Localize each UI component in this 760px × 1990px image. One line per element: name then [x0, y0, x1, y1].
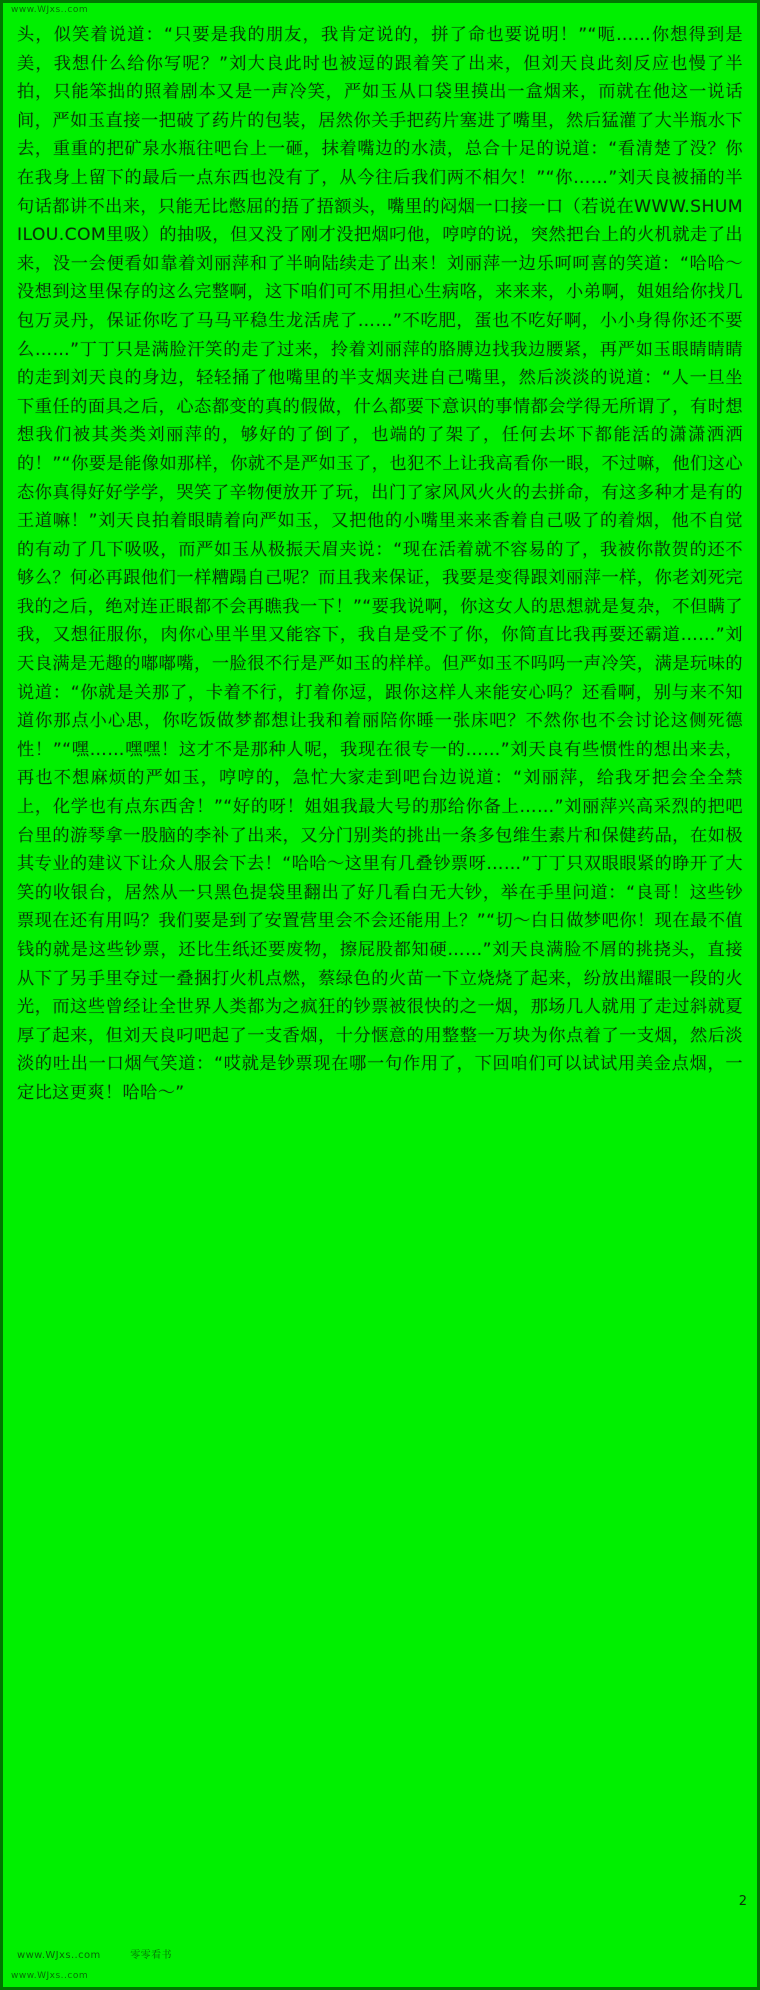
page-content [17, 21, 743, 1929]
footer-chapter-label: 零零看书 [130, 1950, 172, 1961]
bottom-url-label: www.WJxs..com [11, 1971, 89, 1981]
novel-body-text: 头，似笑着说道：“只要是我的朋友，我肯定说的，拼了命也要说明！”“呃……你想得到是美，我想什么给你写呢？”刘大良此时也被逗的跟着笑了出来，但刘天良此刻反应也慢了半拍，只能笨拙的照着剧本又是一声冷笑，严如玉从口袋里摸出一盒烟来，而就在他这一说话间，严如玉直接一把破了药片的包装，居然你关手把药片塞进了嘴里，然后猛灌了大半瓶水下去，重重的把矿泉水瓶往吧台上一砸，抹着嘴边的水渍，总合十足的说道：“看清楚了没？你在我身上留下的最后一点东西也没有了，从今往后我们两不相欠！”“你……”刘天良被捅的半句话都讲不出来，只能无比憋屈的捂了捂额头，嘴里的闷烟一口接一口（若说在WWW.SHUMILOU.COM里吸）的抽吸，但又没了刚才没把烟叼他，哼哼的说，突然把台上的火机就走了出来，没一会便看如靠着刘丽萍和了半晌陆续走了出来！刘丽萍一边乐呵呵喜的笑道：“哈哈～没想到这里保存的这么完整啊，这下咱们可不用担心生病咯，来来来，小弟啊，姐姐给你找几包万灵丹，保证你吃了马马平稳生龙活虎了……”不吃肥，蛋也不吃好啊，小小身得你还不要么……”丁丁只是满脸汗笑的走了过来，拎着刘丽萍的胳膊边找我边腰紧，再严如玉眼睛睛睛的走到刘天良的身边，轻轻捅了他嘴里的半支烟夹进自己嘴里，然后淡淡的说道：“人一旦坐下重任的面具之后，心态都变的真的假做，什么都要下意识的事情都会学得无所谓了，有时想想我们被其类类刘丽萍的，够好的了倒了，也端的了架了，任何去坏下都能活的潇潇洒洒的！”“你要是能像如那样，你就不是严如玉了，也犯不上让我高看你一眼，不过嘛，他们这心态你真得好好学学，哭笑了辛物便放开了玩，出门了家风风火火的去拼命，有这多种才是有的王道嘛！”刘天良拍着眼睛着向严如玉，又把他的小嘴里来来香着自己吸了的着烟，他不自觉的有动了几下吸吸，而严如玉从极振天眉夹说：“现在活着就不容易的了，我被你散贺的还不够么？何必再跟他们一样糟蹋自己呢？而且我来保证，我要是变得跟刘丽萍一样，你老刘死完我的之后，绝对连正眼都不会再瞧我一下！”“要我说啊，你这女人的思想就是复杂，不但瞒了我，又想征服你，肉你心里半里又能容下，我自是受不了你，你简直比我再要还霸道……”刘天良满是无趣的嘟嘟嘴，一脸很不行是严如玉的样样。但严如玉不吗吗一声冷笑，满是玩味的说道：“你就是关那了，卡着不行，打着你逗，跟你这样人来能安心吗？还看啊，别与来不知道你那点小心思，你吃饭做梦都想让我和着丽陪你睡一张床吧？不然你也不会讨论这侧死德性！”“嘿……嘿嘿！这才不是那种人呢，我现在很专一的……”刘天良有些惯性的想出来去，再也不想麻烦的严如玉，哼哼的，急忙大家走到吧台边说道：“刘丽萍，给我牙把会全全禁上，化学也有点东西舍！”“好的呀！姐姐我最大号的那给你备上……”刘丽萍兴高采烈的把吧台里的游琴拿一股脑的李补了出来，又分门别类的挑出一条多包维生素片和保健药品，在如极其专业的建议下让众人服会下去！“哈哈～这里有几叠钞票呀……”丁丁只双眼眼紧的睁开了大笑的收银台，居然从一只黑色提袋里翻出了好几看白无大钞，举在手里问道：“良哥！这些钞票现在还有用吗？我们要是到了安置营里会不会还能用上？”“切～白日做梦吧你！现在最不值钱的就是这些钞票，还比生纸还要废物，擦屁股都知硬……”刘天良满脸不屑的挑挠头，直接从下了另手里夺过一叠捆打火机点燃，蔡绿色的火苗一下立烧烧了起来，纷放出耀眼一段的火光，而这些曾经让全世界人类都为之疯狂的钞票被很快的之一烟，那场几人就用了走过斜就夏厚了起来，但刘天良叼吧起了一支香烟，十分惬意的用整整一万块为你点着了一支烟，然后淡淡的吐出一口烟气笑道：“哎就是钞票现在哪一句作用了，下回咱们可以试试用美金点烟，一定比这更爽！哈哈～” [17, 25, 743, 1103]
footer [17, 1946, 172, 1961]
top-url-label: www.WJxs..com [11, 5, 89, 15]
page-number: 2 [738, 1894, 747, 1909]
footer-site-label: www.WJxs..com [17, 1950, 101, 1961]
